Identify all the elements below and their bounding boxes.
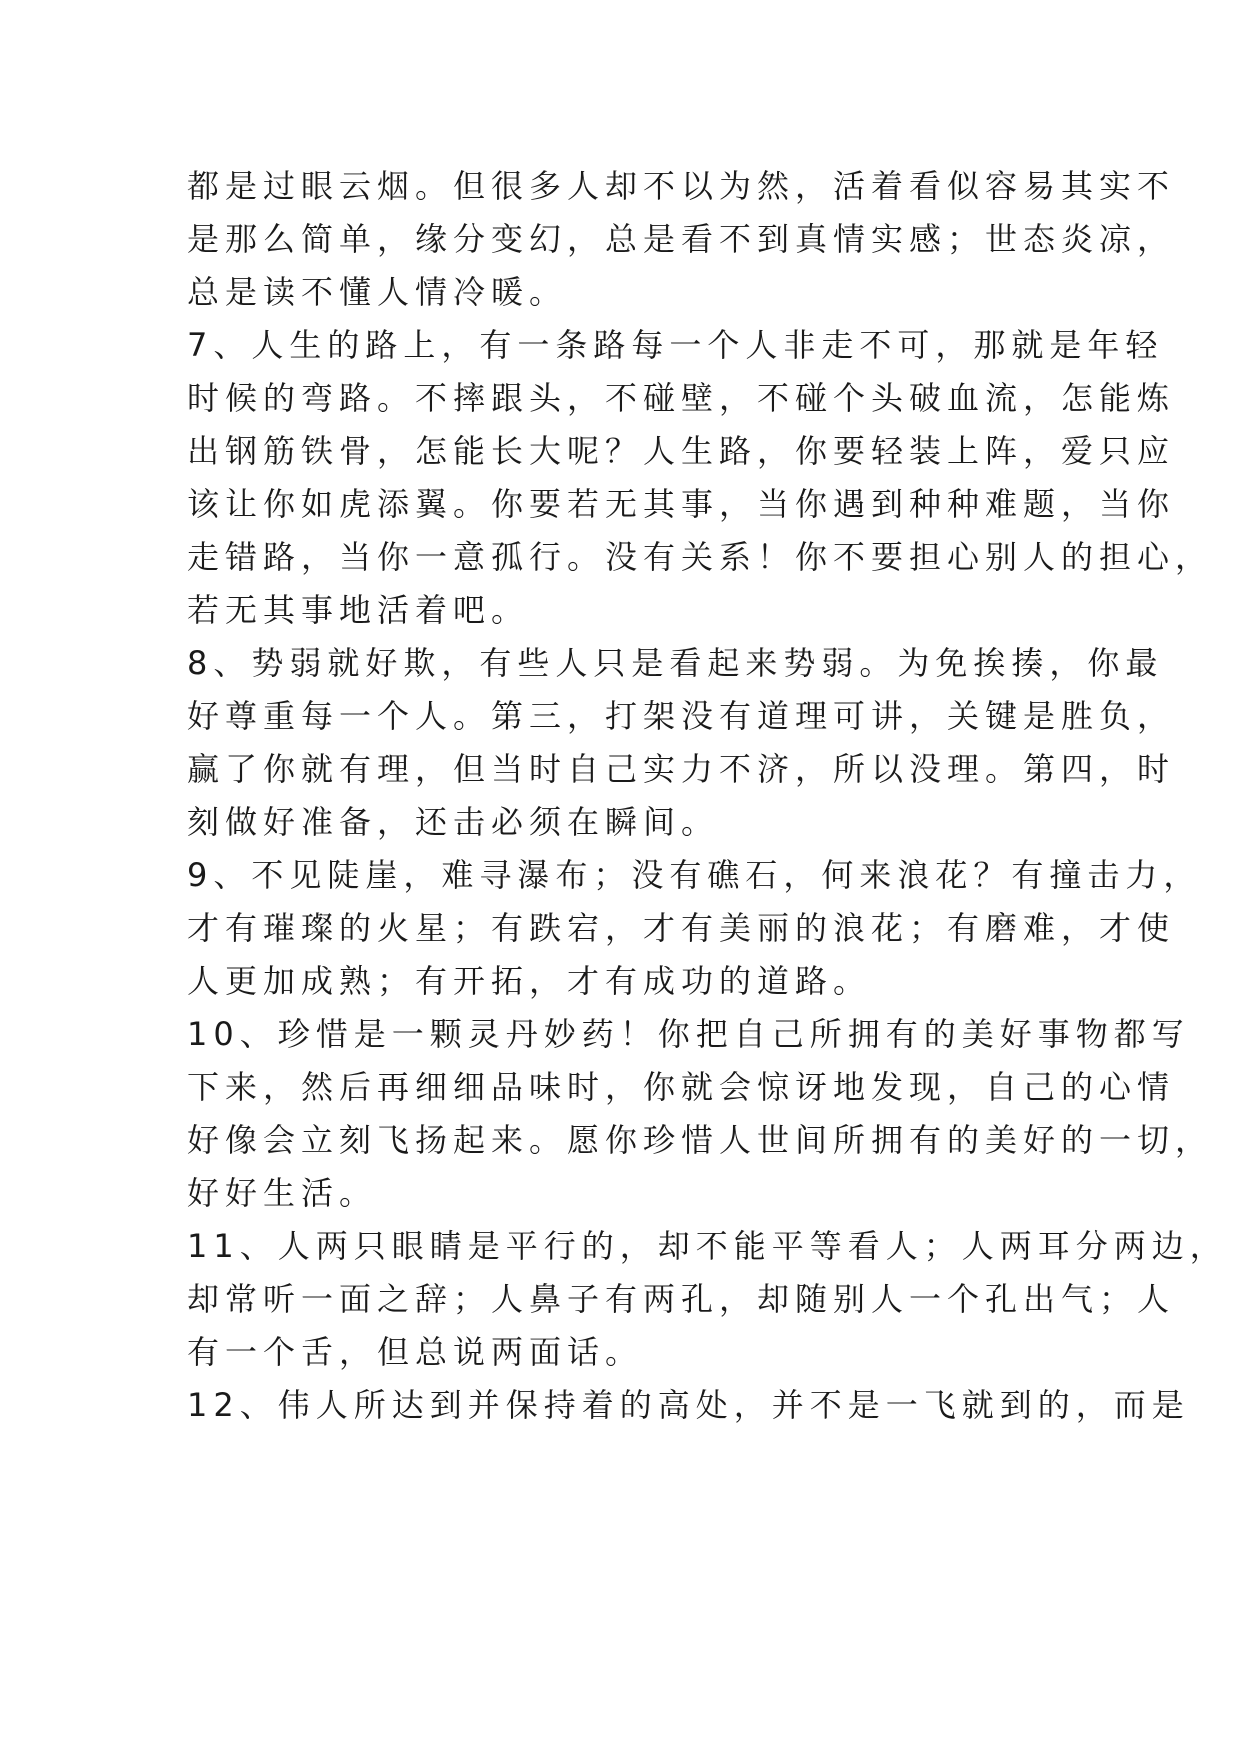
text-line: 8、势弱就好欺，有些人只是看起来势弱。为免挨揍，你最	[187, 644, 1164, 682]
text-line: 10、珍惜是一颗灵丹妙药！你把自己所拥有的美好事物都写	[187, 1015, 1190, 1053]
text-line: 赢了你就有理，但当时自己实力不济，所以没理。第四，时	[187, 750, 1176, 788]
text-line: 11、人两只眼睛是平行的，却不能平等看人；人两耳分两边，	[187, 1227, 1228, 1265]
document-body	[187, 160, 1228, 1432]
text-line: 才有璀璨的火星；有跌宕，才有美丽的浪花；有磨难，才使	[187, 909, 1176, 947]
text-line: 9、不见陡崖，难寻瀑布；没有礁石，何来浪花？有撞击力，	[187, 856, 1202, 894]
text-line: 出钢筋铁骨，怎能长大呢？人生路，你要轻装上阵，爱只应	[187, 432, 1176, 470]
text-line: 若无其事地活着吧。	[187, 591, 530, 629]
text-line: 总是读不懂人情冷暖。	[187, 273, 568, 311]
text-line: 刻做好准备，还击必须在瞬间。	[187, 803, 720, 841]
text-line: 走错路，当你一意孤行。没有关系！你不要担心别人的担心，	[187, 538, 1214, 576]
text-line: 人更加成熟；有开拓，才有成功的道路。	[187, 962, 872, 1000]
text-line: 好像会立刻飞扬起来。愿你珍惜人世间所拥有的美好的一切，	[187, 1121, 1214, 1159]
text-line: 却常听一面之辞；人鼻子有两孔，却随别人一个孔出气；人	[187, 1280, 1176, 1318]
text-line: 时候的弯路。不摔跟头，不碰壁，不碰个头破血流，怎能炼	[187, 379, 1176, 417]
text-line: 下来，然后再细细品味时，你就会惊讶地发现，自己的心情	[187, 1068, 1176, 1106]
text-line: 好好生活。	[187, 1174, 378, 1212]
text-line: 是那么简单，缘分变幻，总是看不到真情实感；世态炎凉，	[187, 220, 1176, 258]
text-line: 12、伟人所达到并保持着的高处，并不是一飞就到的，而是	[187, 1386, 1190, 1424]
text-line: 该让你如虎添翼。你要若无其事，当你遇到种种难题，当你	[187, 485, 1176, 523]
text-line: 有一个舌，但总说两面话。	[187, 1333, 644, 1371]
text-line: 好尊重每一个人。第三，打架没有道理可讲，关键是胜负，	[187, 697, 1176, 735]
text-line: 都是过眼云烟。但很多人却不以为然，活着看似容易其实不	[187, 167, 1176, 205]
text-line: 7、人生的路上，有一条路每一个人非走不可，那就是年轻	[187, 326, 1164, 364]
